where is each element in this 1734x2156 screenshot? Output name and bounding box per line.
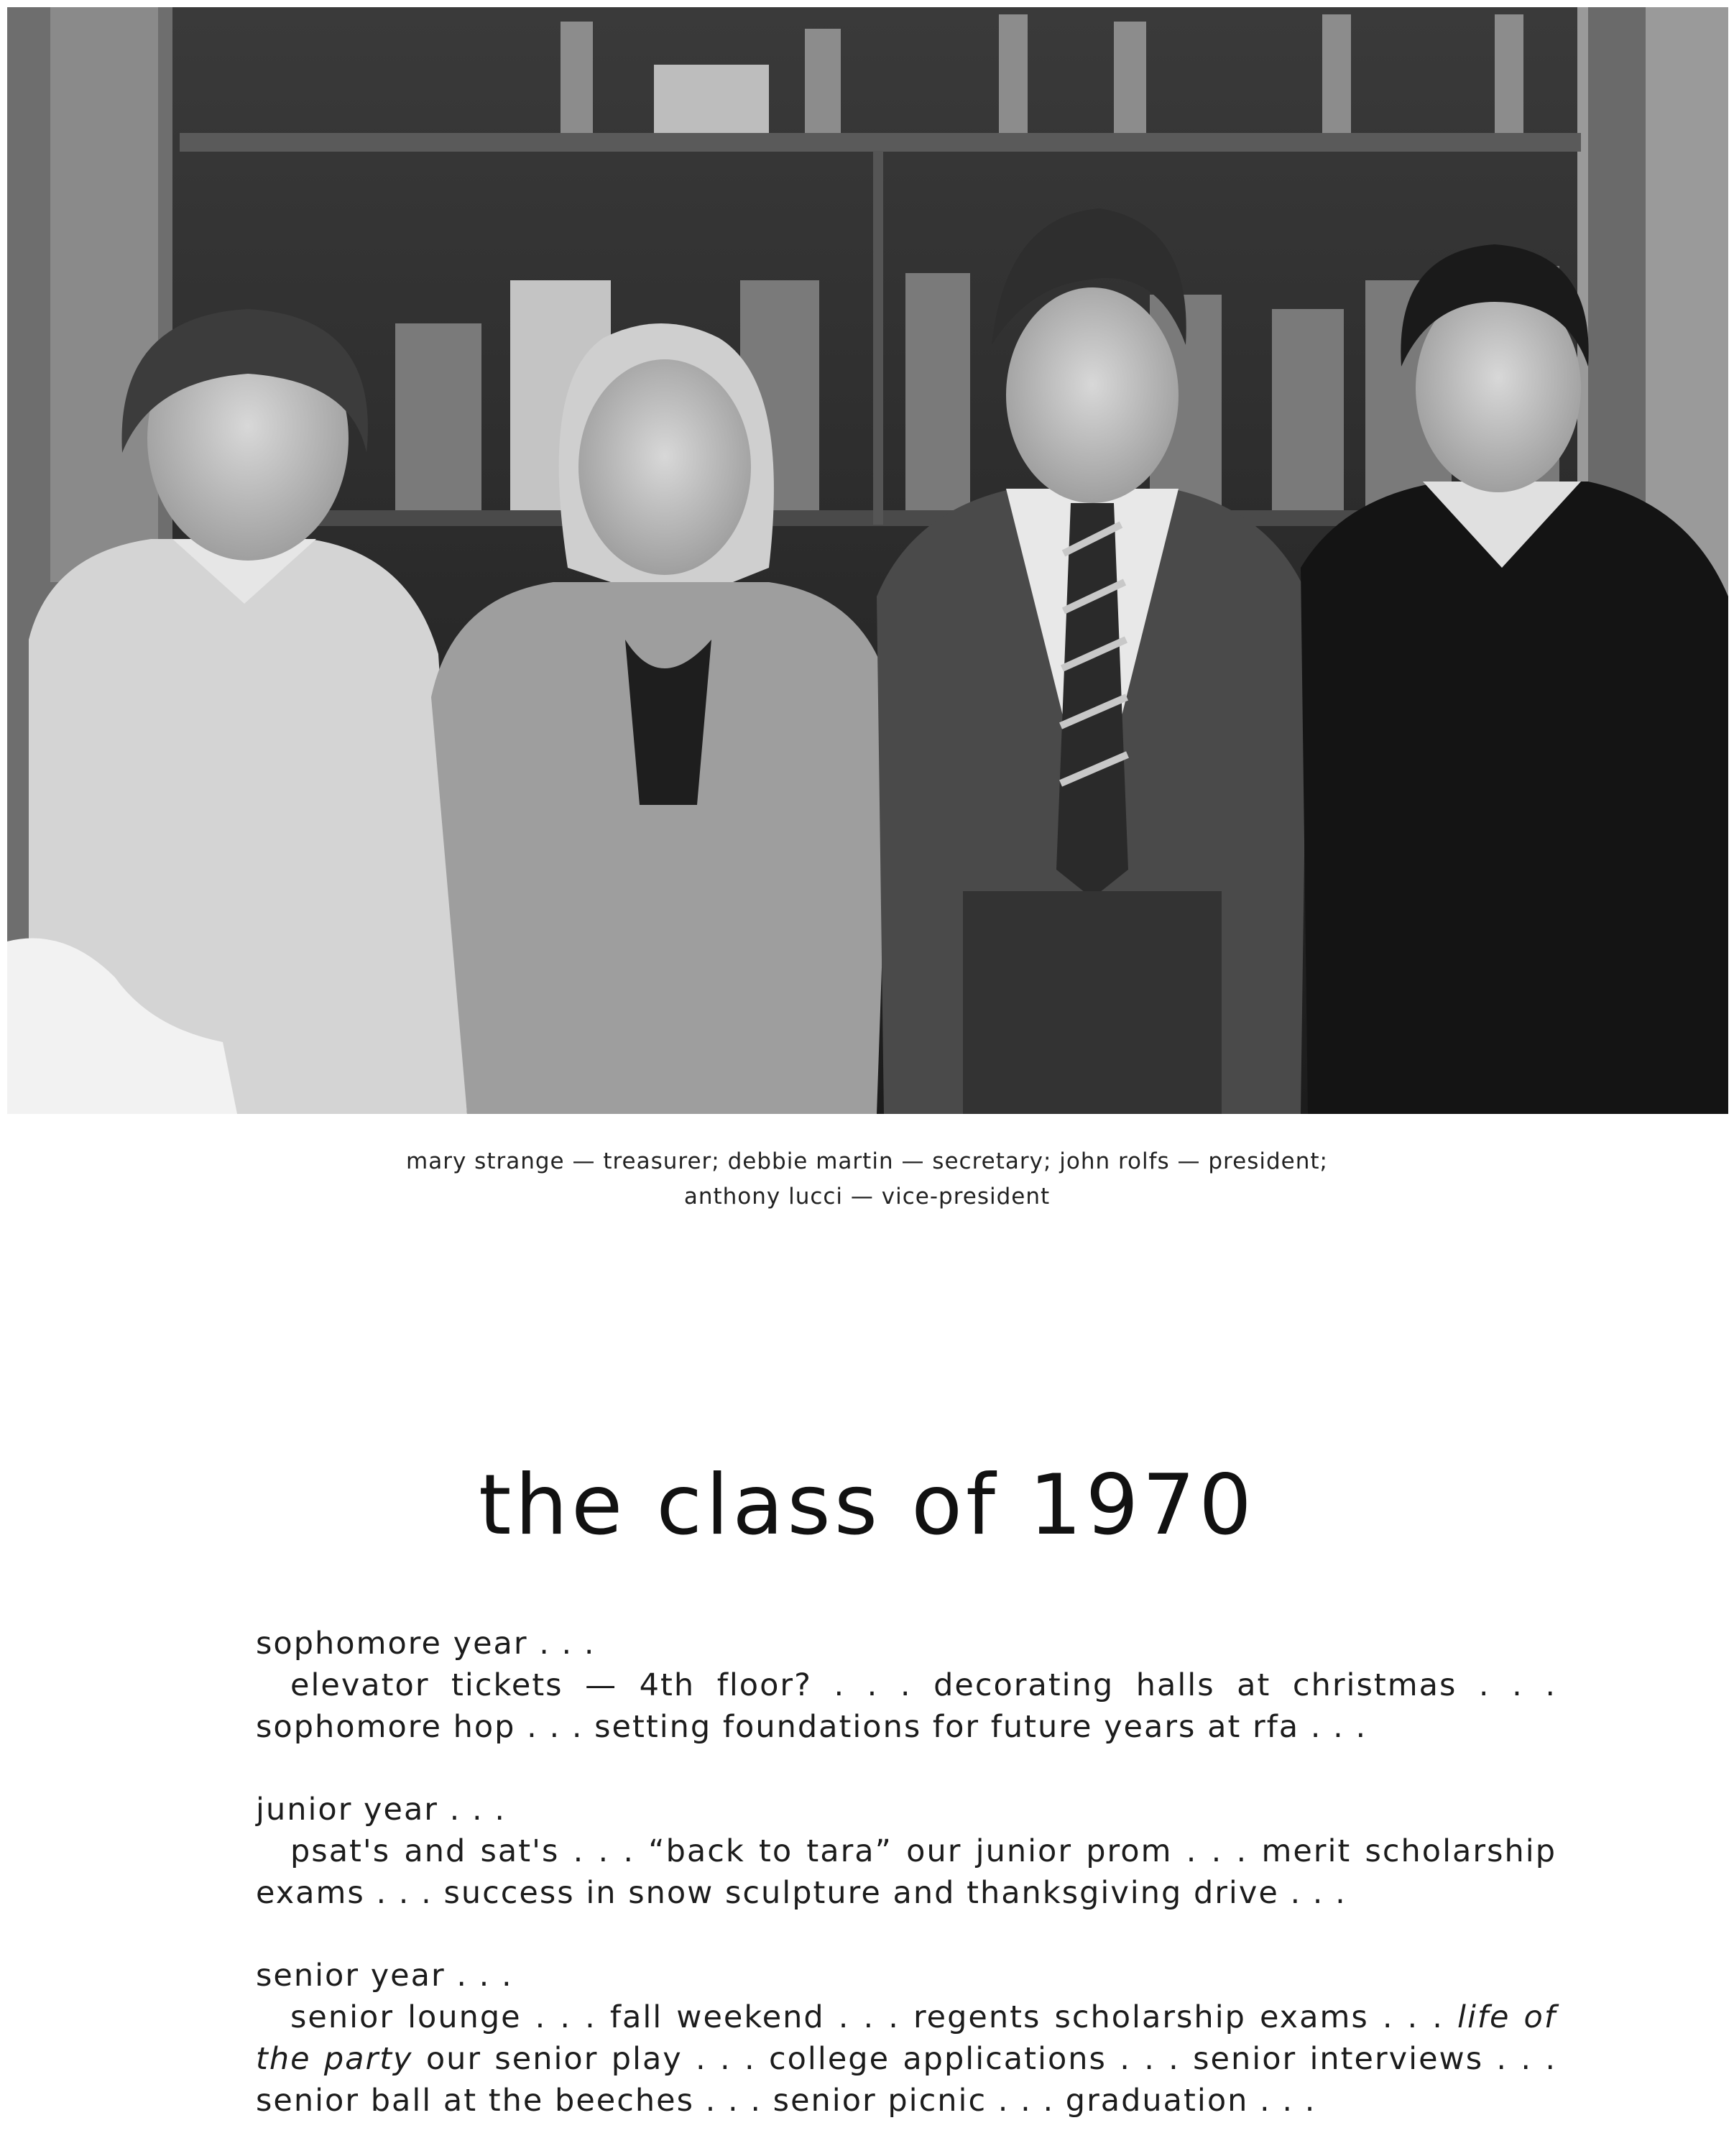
- photo-caption: [0, 1144, 1734, 1215]
- section-line: elevator tickets — 4th floor? . . . decorating halls at christmas . . .: [290, 1667, 1557, 1703]
- section-line: psat's and sat's . . . “back to tara” our junior prom . . . merit scholarship: [290, 1833, 1557, 1869]
- section-line: senior ball at the beeches . . . senior picnic . . . graduation . . .: [256, 2083, 1316, 2119]
- class-officers-photo: [7, 7, 1728, 1114]
- section-line: [256, 2038, 1557, 2080]
- section-text: senior lounge . . . fall weekend . . . regents scholarship exams . . .: [290, 1999, 1444, 2035]
- section-line: sophomore hop . . . setting foundations for future years at rfa . . .: [256, 1709, 1368, 1745]
- section-senior: [256, 1955, 1557, 2122]
- photo-illustration: [7, 7, 1728, 1114]
- section-heading: junior year . . .: [256, 1792, 506, 1828]
- section-text: our senior play . . . college applications . . . senior interviews . . .: [425, 2041, 1557, 2077]
- page-title: the class of 1970: [479, 1457, 1255, 1554]
- caption-line-2: anthony lucci — vice-president: [683, 1184, 1051, 1210]
- section-sophomore: [256, 1623, 1557, 1748]
- play-title-part-1: life of: [1457, 1999, 1557, 2035]
- caption-line-1: mary strange — treasurer; debbie martin — secretary; john rolfs — president;: [406, 1148, 1328, 1174]
- section-heading: senior year . . .: [256, 1958, 513, 1994]
- section-junior: [256, 1789, 1557, 1914]
- section-heading: sophomore year . . .: [256, 1626, 596, 1662]
- play-title-part-2: the party: [256, 2041, 413, 2077]
- section-line: exams . . . success in snow sculpture and thanksgiving drive . . .: [256, 1875, 1347, 1911]
- section-line: [256, 1996, 1557, 2038]
